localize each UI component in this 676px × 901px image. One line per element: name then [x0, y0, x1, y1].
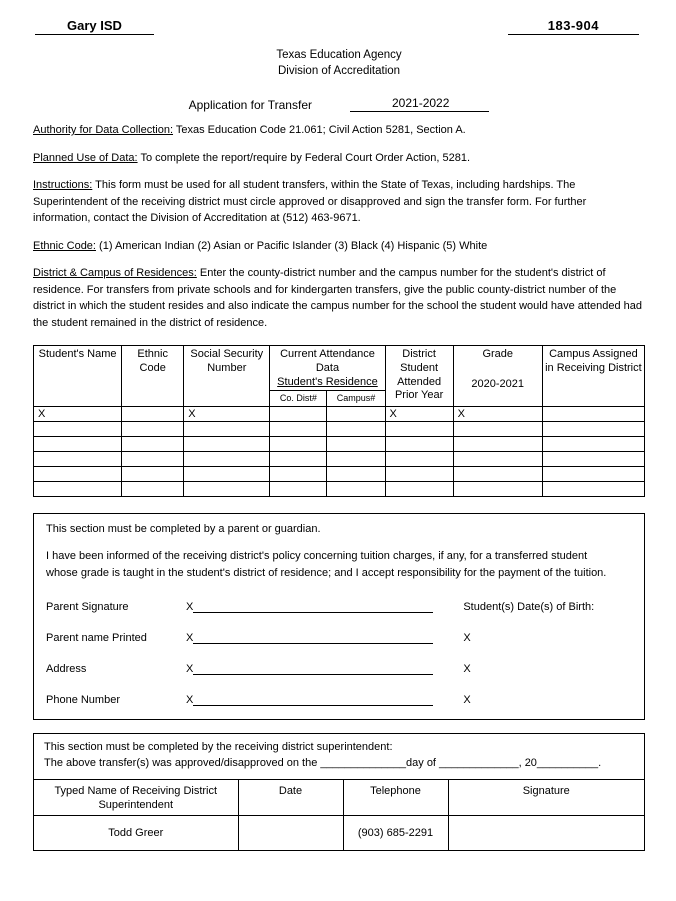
cell-ethnic [122, 421, 184, 436]
col-ssn: Social Security Number [184, 346, 270, 407]
residence-text: Enter the county-district number and the campus number for the student's district of residence. For transfers from private schools and for kindergarten transfers, give the public county-district number of the district in which the student resides and also indicate the campus number for the school the student would have attended had the student remained in the district of residence. [33, 267, 643, 329]
cell-ethnic [122, 481, 184, 496]
address-line [193, 662, 433, 675]
cell-campus [327, 451, 385, 466]
planned-use-label: Planned Use of Data: [33, 151, 138, 164]
cell-campus [327, 421, 385, 436]
cell-campus [327, 436, 385, 451]
address-mark: X [186, 662, 194, 675]
authority-paragraph [33, 122, 645, 139]
cell-district-prior [385, 466, 453, 481]
col-typed-name: Typed Name of Receiving District Superintendent [34, 779, 238, 816]
parent-name-row [46, 631, 632, 644]
attendance-title: Current Attendance Data [280, 348, 375, 374]
dob-mark-1: X [463, 631, 471, 644]
parent-guardian-section [33, 513, 645, 720]
authority-label: Authority for Data Collection: [33, 124, 174, 137]
typed-name-value: Todd Greer [34, 816, 238, 850]
cell-student-name [34, 481, 122, 496]
cell-ssn [184, 481, 270, 496]
col-telephone: Telephone [343, 779, 448, 816]
cell-ssn [184, 436, 270, 451]
cell-district-prior [385, 436, 453, 451]
agency-name: Texas Education Agency [276, 49, 402, 61]
cell-student-name [34, 436, 122, 451]
district-number: 183-904 [508, 18, 639, 35]
student-row [34, 421, 645, 436]
cell-student-name [34, 451, 122, 466]
cell-co-dist [270, 466, 327, 481]
cell-campus [327, 481, 385, 496]
col-co-dist: Co. Dist# [270, 391, 327, 406]
superintendent-heading-block [34, 734, 644, 779]
student-row [34, 406, 645, 421]
cell-grade [453, 481, 542, 496]
tuition-statement: I have been informed of the receiving district's policy concerning tuition charges, if any, for a transferred student whose grade is taught in the student's district of residence; and I accept responsibility for the payment of the tuition. [46, 549, 607, 579]
cell-grade [453, 451, 542, 466]
cell-co-dist [270, 436, 327, 451]
residence-label: District & Campus of Residences: [33, 267, 197, 280]
cell-co-dist [270, 421, 327, 436]
form-title: Application for Transfer [188, 98, 312, 113]
cell-ethnic [122, 436, 184, 451]
cell-co-dist [270, 481, 327, 496]
address-row [46, 662, 632, 675]
planned-use-paragraph [33, 150, 645, 167]
student-transfer-table [33, 345, 645, 497]
student-row [34, 481, 645, 496]
cell-campus-assigned [542, 451, 644, 466]
col-campus-assigned: Campus Assigned in Receiving District [542, 346, 644, 407]
col-grade [453, 346, 542, 407]
cell-ethnic [122, 466, 184, 481]
agency-header [33, 48, 645, 79]
superintendent-value-row [34, 816, 644, 850]
cell-grade: X [453, 406, 542, 421]
school-year: 2021-2022 [350, 96, 489, 112]
approval-line: The above transfer(s) was approved/disapproved on the ______________day of _____________, 20__________. [44, 757, 602, 770]
telephone-value: (903) 685-2291 [343, 816, 448, 850]
cell-co-dist [270, 451, 327, 466]
ethnic-code-paragraph [33, 238, 645, 255]
parent-section-heading: This section must be completed by a parent or guardian. [46, 522, 321, 535]
col-district-prior-year: District Student Attended Prior Year [385, 346, 453, 407]
attendance-subtitle: Student's Residence [277, 375, 378, 388]
cell-campus-assigned [542, 406, 644, 421]
cell-district-prior [385, 481, 453, 496]
signature-value [448, 816, 644, 850]
address-label: Address [46, 662, 87, 675]
superintendent-table [34, 779, 644, 850]
parent-signature-label: Parent Signature [46, 600, 129, 613]
cell-student-name: X [34, 406, 122, 421]
district-name: Gary ISD [35, 18, 154, 35]
col-campus-num: Campus# [327, 391, 385, 406]
planned-use-text: To complete the report/require by Federal Court Order Action, 5281. [140, 151, 470, 164]
parent-signature-line [193, 600, 433, 613]
dob-heading: Student(s) Date(s) of Birth: [463, 600, 595, 613]
cell-ssn: X [184, 406, 270, 421]
col-ethnic-code: Ethnic Code [122, 346, 184, 407]
cell-district-prior [385, 451, 453, 466]
phone-number-label: Phone Number [46, 693, 120, 706]
student-row [34, 466, 645, 481]
dob-mark-2: X [463, 662, 471, 675]
cell-ethnic [122, 451, 184, 466]
cell-ethnic [122, 406, 184, 421]
parent-signature-row [46, 600, 632, 613]
cell-district-prior [385, 421, 453, 436]
cell-ssn [184, 466, 270, 481]
cell-campus [327, 406, 385, 421]
superintendent-heading: This section must be completed by the receiving district superintendent: [44, 740, 393, 753]
parent-name-mark: X [186, 631, 194, 644]
phone-number-mark: X [186, 693, 194, 706]
instructions-label: Instructions: [33, 179, 93, 192]
parent-name-label: Parent name Printed [46, 631, 147, 644]
cell-district-prior: X [385, 406, 453, 421]
cell-grade [453, 436, 542, 451]
cell-campus-assigned [542, 421, 644, 436]
cell-grade [453, 421, 542, 436]
phone-number-line [193, 693, 433, 706]
residence-paragraph [33, 265, 645, 331]
superintendent-section [33, 733, 645, 851]
superintendent-header-row [34, 779, 644, 816]
ethnic-code-label: Ethnic Code: [33, 239, 96, 252]
student-row [34, 451, 645, 466]
cell-campus-assigned [542, 481, 644, 496]
student-row [34, 436, 645, 451]
col-signature: Signature [448, 779, 644, 816]
parent-signature-mark: X [186, 600, 194, 613]
cell-student-name [34, 421, 122, 436]
student-table-body [34, 406, 645, 496]
cell-campus [327, 466, 385, 481]
cell-campus-assigned [542, 466, 644, 481]
col-date: Date [238, 779, 343, 816]
ethnic-code-text: (1) American Indian (2) Asian or Pacific Islander (3) Black (4) Hispanic (5) White [99, 239, 488, 252]
date-value [238, 816, 343, 850]
col-current-attendance [270, 346, 385, 391]
page-header [33, 16, 645, 35]
cell-co-dist [270, 406, 327, 421]
col-student-name: Student's Name [34, 346, 122, 407]
division-name: Division of Accreditation [277, 64, 401, 77]
cell-campus-assigned [542, 436, 644, 451]
cell-ssn [184, 451, 270, 466]
cell-grade [453, 466, 542, 481]
instructions-text: This form must be used for all student transfers, within the State of Texas, including hardships. The Superintendent of the receiving district must circle approved or disapproved and sign the transfer form. For further information, contact the Division of Accreditation at (512) 463-9671. [33, 179, 587, 225]
student-table-header-row [34, 346, 645, 391]
cell-ssn [184, 421, 270, 436]
cell-student-name [34, 466, 122, 481]
instructions-paragraph [33, 177, 645, 227]
grade-title: Grade [482, 348, 514, 361]
parent-name-line [193, 631, 433, 644]
dob-mark-3: X [463, 693, 471, 706]
form-title-row [33, 96, 645, 112]
authority-text: Texas Education Code 21.061; Civil Action 5281, Section A. [175, 124, 466, 137]
phone-number-row [46, 693, 632, 706]
grade-year: 2020-2021 [471, 377, 525, 390]
